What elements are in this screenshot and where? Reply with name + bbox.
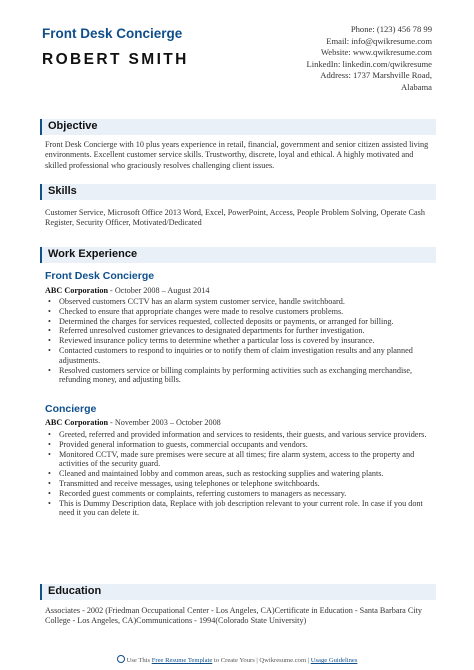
list-item: • Resolved customers service or billing complaints by performing activities such as exchanging merchandise, refunding money, and adjusting bills. [45,366,429,386]
experience-heading: Work Experience [48,248,138,260]
qwikresume-logo-icon [117,655,125,663]
list-item: • Contacted customers to respond to inquiries or to notify them of claim investigation results and any planned adjustments. [45,346,429,366]
list-item: • Provided general information to guests, commercial occupants and vendors. [45,440,429,450]
usage-guidelines-link[interactable]: Usage Guidelines [310,657,358,664]
contact-linkedin[interactable]: LinkedIn: linkedin.com/qwikresume [306,58,432,69]
list-item: • Reviewed insurance policy terms to determine whether a particular loss is covered by insurance. [45,336,429,346]
skills-text: Customer Service, Microsoft Office 2013 Word, Excel, PowerPoint, Access, People Problem Solving, Operate Cash Register, Security Officer, Motivated/Dedicated [45,208,425,228]
job-bullets-2 [45,430,429,518]
employer-line-1 [45,286,209,295]
contact-email[interactable]: Email: info@qwikresume.com [326,35,432,46]
contact-website[interactable]: Website: www.qwikresume.com [320,47,432,58]
list-item: • Recorded guest comments or complaints, referring customers to managers as necessary. [45,489,429,499]
experience-section-header [40,247,436,263]
objective-heading: Objective [48,120,98,132]
list-item: • Transmitted and receive messages, using telephones or telephone switchboards. [45,479,429,489]
list-item: • Greeted, referred and provided information and services to residents, their guests, and various service providers. [45,430,429,440]
education-heading: Education [48,585,102,597]
list-item: • Checked to ensure that appropriate changes were made to resolve customers problems. [45,307,429,317]
footer [0,655,474,664]
free-resume-template-link[interactable]: Free Resume Template [151,657,213,664]
list-item: • This is Dummy Description data, Replace with job description relevant to your current role. In case if you dont need it you can delete it. [45,499,429,519]
job-dates-1: - October 2008 – August 2014 [108,286,210,295]
list-item: • Referred unresolved customer grievances to designated departments for further investigation. [45,326,429,336]
skills-heading: Skills [48,185,77,197]
skills-section-header [40,184,436,200]
contact-phone: Phone: (123) 456 78 99 [350,24,432,34]
job-dates-2: - November 2003 – October 2008 [108,418,221,427]
job-title-2: Concierge [45,403,97,415]
footer-middle: to Create Yours | Qwikresume.com | [212,657,311,664]
job-title-1: Front Desk Concierge [45,270,155,282]
candidate-name: ROBERT SMITH [42,51,189,68]
education-text: Associates - 2002 (Friedman Occupational Center - Los Angeles, CA)Certificate in Education - Santa Barbara City College - Los Angeles, CA)Communications - 1994(Colorado State University) [45,606,422,626]
objective-text: Front Desk Concierge with 10 plus years experience in retail, financial, government and senior citizen assisted living environments. Excellent customer service skills. Trustworthy, discrete, loyal and ethical. A highly motivated and skilled professional who graciously resolves challenging client issues. [45,140,429,170]
contact-block [306,24,432,94]
company-name-2: ABC Corporation [45,418,108,427]
list-item: • Observed customers CCTV has an alarm system customer service, handle switchboard. [45,297,429,307]
contact-address-state: Alabama [400,81,432,92]
employer-line-2 [45,418,221,427]
list-item: • Cleaned and maintained lobby and common areas, such as restocking supplies and watering plants. [45,469,429,479]
job-bullets-1 [45,297,429,385]
education-section-header [40,584,436,600]
company-name-1: ABC Corporation [45,286,108,295]
objective-section-header [40,119,436,135]
footer-prefix: Use This [126,657,152,664]
resume-job-title: Front Desk Concierge [42,26,183,41]
list-item: • Determined the charges for services requested, collected deposits or payments, or arranged for billing. [45,317,429,327]
contact-address: Address: 1737 Marshville Road, [320,70,432,81]
list-item: • Monitored CCTV, made sure premises were secure at all times; fire alarm system, access to the property and activities of the security guard. [45,450,429,470]
